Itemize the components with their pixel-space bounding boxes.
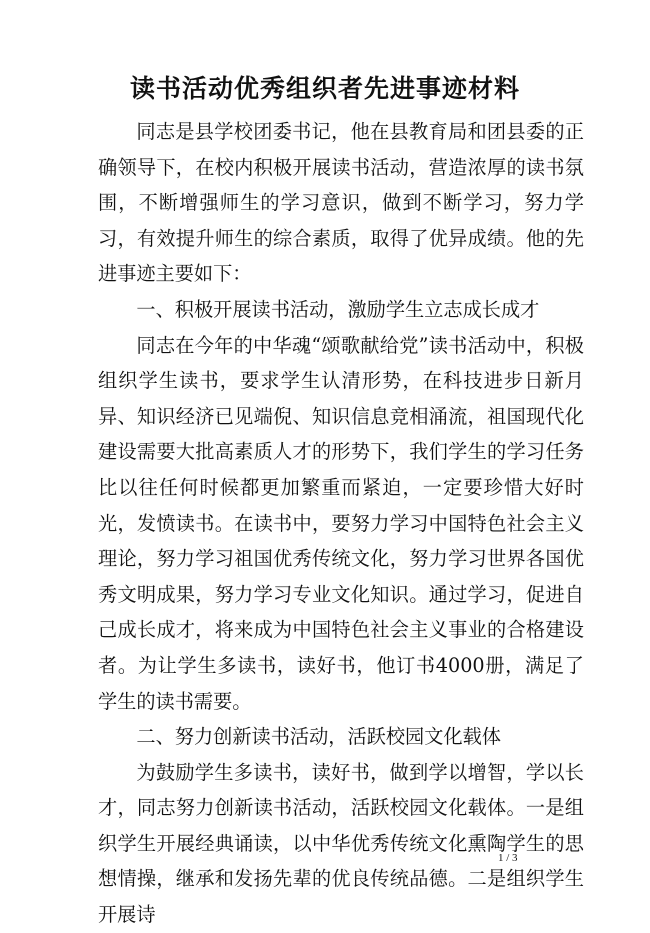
paragraph-intro: 同志是县学校团委书记，他在县教育局和团县委的正确领导下，在校内积极开展读书活动，营造浓厚的读书氛围，不断增强师生的学习意识，做到不断学习，努力学习，有效提升师生的综合素质，取得了优异成绩。他的先进事迹主要如下： bbox=[98, 120, 584, 286]
document-title: 读书活动优秀组织者先进事迹材料 bbox=[129, 74, 520, 103]
section-heading-1: 一、积极开展读书活动，激励学生立志成长成才 bbox=[136, 297, 540, 321]
page-number: 1 / 3 bbox=[498, 852, 518, 864]
paragraph-section-2: 为鼓励学生多读书，读好书，做到学以增智，学以长才，同志努力创新读书活动，活跃校园文化载体。一是组织学生开展经典诵读，以中华优秀传统文化熏陶学生的思想情操，继承和发扬先辈的优良传统品德。二是组织学生开展诗 bbox=[98, 760, 584, 927]
section-heading-2: 二、努力创新读书活动，活跃校园文化载体 bbox=[136, 725, 501, 749]
paragraph-section-1: 同志在今年的中华魂“颂歌献给党”读书活动中，积极组织学生读书，要求学生认清形势，在科技进步日新月异、知识经济已见端倪、知识信息竞相涌流，祖国现代化建设需要大批高素质人才的形势下，我们学生的学习任务比以往任何时候都更加繁重而紧迫，一定要珍惜大好时光，发愤读书。在读书中，要努力学习中国特色社会主义理论，努力学习祖国优秀传统文化，努力学习世界各国优秀文明成果，努力学习专业文化知识。通过学习，促进自己成长成才，将来成为中国特色社会主义事业的合格建设者。为让学生多读书，读好书，他订书4000册，满足了学生的读书需要。 bbox=[98, 333, 584, 713]
document-body bbox=[98, 114, 584, 933]
